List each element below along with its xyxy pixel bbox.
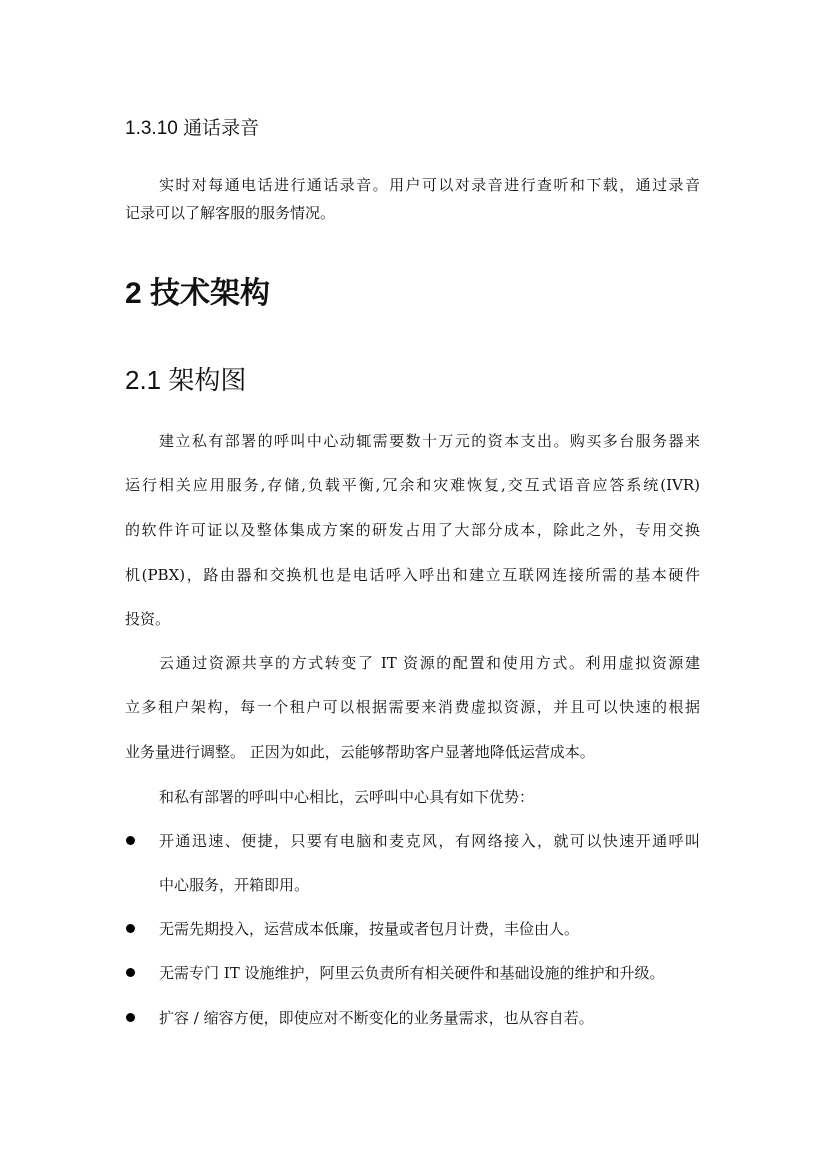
paragraph-line: 建立私有部署的呼叫中心动辄需要数十万元的资本支出。购买多台服务器来: [159, 432, 700, 450]
bullet-icon: [126, 924, 135, 933]
paragraph-line: 记录可以了解客服的服务情况。: [125, 204, 336, 222]
paragraph-line: 运行相关应用服务,存储,负载平衡,冗余和灾难恢复,交互式语音应答系统(IVR): [125, 476, 700, 494]
paragraph-line: 和私有部署的呼叫中心相比，云呼叫中心具有如下优势：: [159, 788, 535, 806]
bullet-line: 无需专门 IT 设施维护，阿里云负责所有相关硬件和基础设施的维护和升级。: [159, 964, 665, 982]
paragraph-line: 投资。: [125, 610, 171, 628]
paragraph-line: 云通过资源共享的方式转变了 IT 资源的配置和使用方式。利用虚拟资源建: [159, 654, 700, 672]
bullet-line: 无需先期投入，运营成本低廉，按量或者包月计费，丰俭由人。: [159, 920, 580, 938]
heading-2: 2 技术架构: [125, 277, 271, 310]
paragraph-line: 实时对每通电话进行通话录音。用户可以对录音进行查听和下载，通过录音: [159, 176, 700, 194]
paragraph-line: 的软件许可证以及整体集成方案的研发占用了大部分成本，除此之外，专用交换: [125, 521, 700, 539]
paragraph-line: 机(PBX)，路由器和交换机也是电话呼入呼出和建立互联网连接所需的基本硬件: [125, 566, 700, 584]
heading-2-1: 2.1 架构图: [125, 365, 247, 395]
bullet-line: 扩容 / 缩容方便，即使应对不断变化的业务量需求，也从容自若。: [159, 1009, 594, 1027]
bullet-icon: [126, 1013, 135, 1022]
bullet-icon: [126, 836, 135, 845]
bullet-line: 中心服务，开箱即用。: [159, 876, 310, 894]
bullet-icon: [126, 968, 135, 977]
paragraph-line: 业务量进行调整。 正因为如此，云能够帮助客户显著地降低运营成本。: [125, 743, 595, 761]
heading-1-3-10: 1.3.10 通话录音: [125, 118, 260, 139]
paragraph-line: 立多租户架构，每一个租户可以根据需要来消费虚拟资源，并且可以快速的根据: [125, 698, 700, 716]
bullet-line: 开通迅速、便捷，只要有电脑和麦克风，有网络接入，就可以快速开通呼叫: [159, 832, 700, 850]
